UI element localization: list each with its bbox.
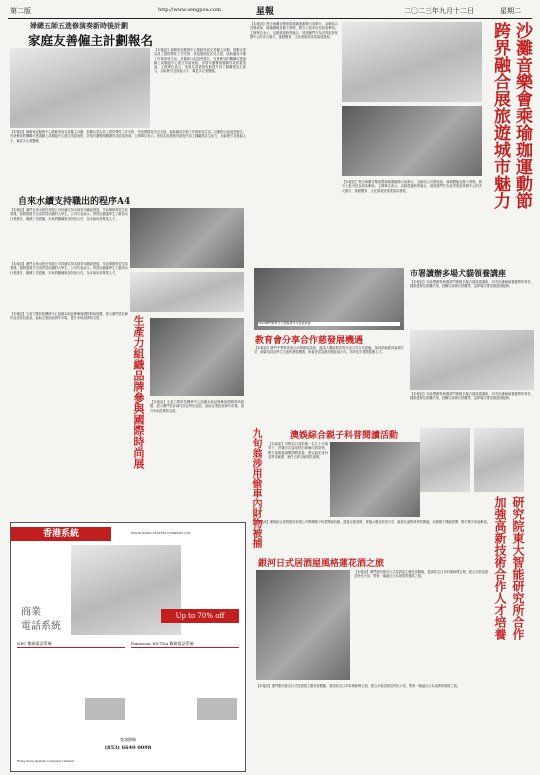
education-body: 【本報訊】澳門中華教育會日前舉辦座談會，邀請大灣區教育界代表分享合作經驗，探討兩地教育資源共享、師資培訓及學生交流的發展機遇，與會者認為應加強區域合作，培育更多愛國愛澳人才。	[254, 346, 404, 355]
page-number: 第二版	[10, 7, 31, 15]
dogs-body: 【本報訊】市政署動物保護部門舉辦多場犬貓領養講座，向市民講解飼養寵物的責任、健康護理及相關法規，鼓勵以領養代替購買，並即場安排領養諮詢服務。	[410, 280, 534, 289]
issue-weekday: 星期二	[500, 7, 521, 15]
ad-promo: Up to 70% off	[161, 609, 239, 623]
ad-footer: Hong Kong System Company Limited	[17, 759, 74, 763]
music-photo-1	[342, 22, 482, 102]
ad-model-nec: NEC 數碼電話系統	[17, 641, 125, 648]
hotel-headline: 銀河日式居酒屋風格蓮花酒之旅	[258, 559, 385, 569]
ad-phone-label: 查詢熱線	[120, 737, 136, 742]
page-header	[8, 4, 532, 19]
music-photo-2	[342, 106, 482, 176]
family-kicker: 婦總五師五進修演奏新時後計劃	[30, 21, 128, 30]
ad-brand: 香港系統	[11, 527, 111, 541]
hotel-body: 【本報訊】澳門銀河推出日式居酒屋主題美食體驗，邀請知名日本料理師傅主理，配合多款清酒及特色小食，帶來一場融合日本風情的餐飲之旅。	[354, 570, 488, 579]
water-body: 【本報訊】澳門自來水股份有限公司持續支持本地青年職涯發展，早前舉辦實習生結業禮，頒發證書予完成實習計劃的大學生。公司代表表示，實習計劃讓學生了解供水行業運作，累積工作經驗，未來將繼續與各院校合作，為本地培育專業人才。	[10, 208, 128, 221]
ad-company-en: HONG KONG SYSTEM COMPANY LTD	[131, 531, 191, 535]
production-photo-2	[150, 318, 244, 396]
family-body-col: 【本報訊】婦聯家庭服務中心推動家庭友善僱主計劃，鼓勵企業為員工提供彈性工作安排、家庭假期及托兒支援，協助僱員平衡工作與家庭生活。計劃即日起接受報名，有意參加的機構可透過網上或親臨中心遞交申請表格，詳情可瀏覽相關網頁或致電查詢。主辦單位表示，家庭友善措施有助提升員工歸屬感及生產力，亦能吸引及挽留人才，冀更多企業響應。	[154, 48, 246, 74]
production-body-2: 【本報訊】生產力暨科技轉移中心組織本地品牌參與國際時尚展覽，展示澳門設計師作品及特色產品，協助企業拓展海外市場，提升本地品牌知名度。	[150, 400, 244, 413]
ad-product-2	[197, 698, 237, 720]
research-photo-1	[420, 428, 470, 492]
family-photo	[10, 48, 150, 128]
music-body-2: 【本報訊】黑沙海灘音樂會暨瑜珈運動節日前舉行，活動結合音樂表演、瑜珈體驗及親子遊戲，吸引大批市民及旅客參與。主辦單位表示，活動透過跨界融合，展現澳門作為世界旅遊休閒中心的多元魅力，推動體育、文化與旅遊產業協同發展。	[342, 180, 482, 193]
education-photo-caption: 2023澳門教育日大灣區青年交流座談會	[258, 322, 400, 326]
issue-date: 二〇二三年九月十二日	[404, 7, 474, 15]
water-headline: 自來水續支持職出的程序A4	[18, 197, 131, 207]
music-subtitle: 跨界融合展旅遊城市魅力	[490, 22, 510, 209]
masthead: 星報	[256, 7, 275, 17]
dogs-photo	[410, 330, 534, 390]
music-headline: 沙灘音樂會乘瑜珈運動節	[512, 22, 532, 209]
dogs-body-2: 【本報訊】市政署動物保護部門舉辦多場犬貓領養講座，向市民講解飼養寵物的責任、健康護理及相關法規，鼓勵以領養代替購買，並即場安排領養諮詢服務。	[410, 392, 534, 401]
history-body: 【本報訊】司警局日前拘捕一名九十多歲男子，涉嫌多次盜取停泊車輛內的財物。警方接報後調閱閉路電視，鎖定疑犯身份並將其截獲，案件已移交檢察院處理。	[268, 442, 328, 459]
research-photo-2	[474, 428, 524, 492]
ad-product-1	[85, 698, 125, 720]
ad-line1: 商業	[21, 607, 41, 618]
water-photo	[130, 208, 244, 268]
ad-line2: 電話系統	[21, 621, 61, 632]
family-headline: 家庭友善僱主計劃報名	[28, 33, 154, 48]
reading-headline: 澳娛綜合親子科普閱讀活動	[290, 431, 399, 441]
history-headline: 九旬翁涉用偷車內財物被捕	[250, 428, 261, 548]
hotel-photo	[256, 570, 350, 680]
research-headline: 研究院東大智能研究所合作	[511, 496, 525, 640]
hotel-body-2: 【本報訊】澳門銀河推出日式居酒屋主題美食體驗，邀請知名日本料理師傅主理，配合多款清酒及特色小食，帶來一場融合日本風情的餐飲之旅。	[256, 684, 460, 688]
research-subtitle: 加強高新技術合作人才培養	[493, 496, 507, 640]
website-url[interactable]: http://www.sengpou.com	[158, 7, 221, 13]
water-body-2: 【本報訊】澳門自來水股份有限公司持續支持本地青年職涯發展，早前舉辦實習生結業禮，頒發證書予完成實習計劃的大學生。公司代表表示，實習計劃讓學生了解供水行業運作，累積工作經驗，未來將繼續與各院校合作，為本地培育專業人才。	[10, 262, 128, 275]
education-headline: 教育會分享合作慈發展機遇	[255, 336, 364, 346]
ad-box[interactable]	[10, 522, 246, 772]
ad-model-panasonic: Panasonic KX-TDA 數碼電話系統	[131, 641, 239, 648]
production-body: 【本報訊】生產力暨科技轉移中心組織本地品牌參與國際時尚展覽，展示澳門設計師作品及特色產品，協助企業拓展海外市場，提升本地品牌知名度。	[10, 312, 128, 321]
dogs-headline: 市署讀辦多場犬貓領養講座	[410, 268, 506, 278]
production-headline: 生產力組織品牌參與國際時尚展	[132, 315, 145, 469]
family-body: 【本報訊】婦聯家庭服務中心推動家庭友善僱主計劃，鼓勵企業為員工提供彈性工作安排、家庭假期及托兒支援，協助僱員平衡工作與家庭生活。計劃即日起接受報名，有意參加的機構可透過網上或親臨中心遞交申請表格，詳情可瀏覽相關網頁或致電查詢。主辦單位表示，家庭友善措施有助提升員工歸屬感及生產力，亦能吸引及挽留人才，冀更多企業響應。	[10, 130, 246, 143]
production-photo	[130, 272, 244, 312]
music-body: 【本報訊】黑沙海灘音樂會暨瑜珈運動節日前舉行，活動結合音樂表演、瑜珈體驗及親子遊戲，吸引大批市民及旅客參與。主辦單位表示，活動透過跨界融合，展現澳門作為世界旅遊休閒中心的多元魅力，推動體育、文化與旅遊產業協同發展。	[250, 22, 338, 39]
reading-photo	[330, 442, 420, 517]
reading-body: 【本報訊】澳娛綜合度假股份有限公司舉辦親子科普閱讀活動，透過互動遊戲、實驗示範及故事分享，啟發兒童對科學的興趣，培養親子閱讀習慣，吸引眾多家庭參加。	[254, 520, 490, 524]
ad-phone[interactable]: (853) 6640 0098	[104, 745, 152, 751]
